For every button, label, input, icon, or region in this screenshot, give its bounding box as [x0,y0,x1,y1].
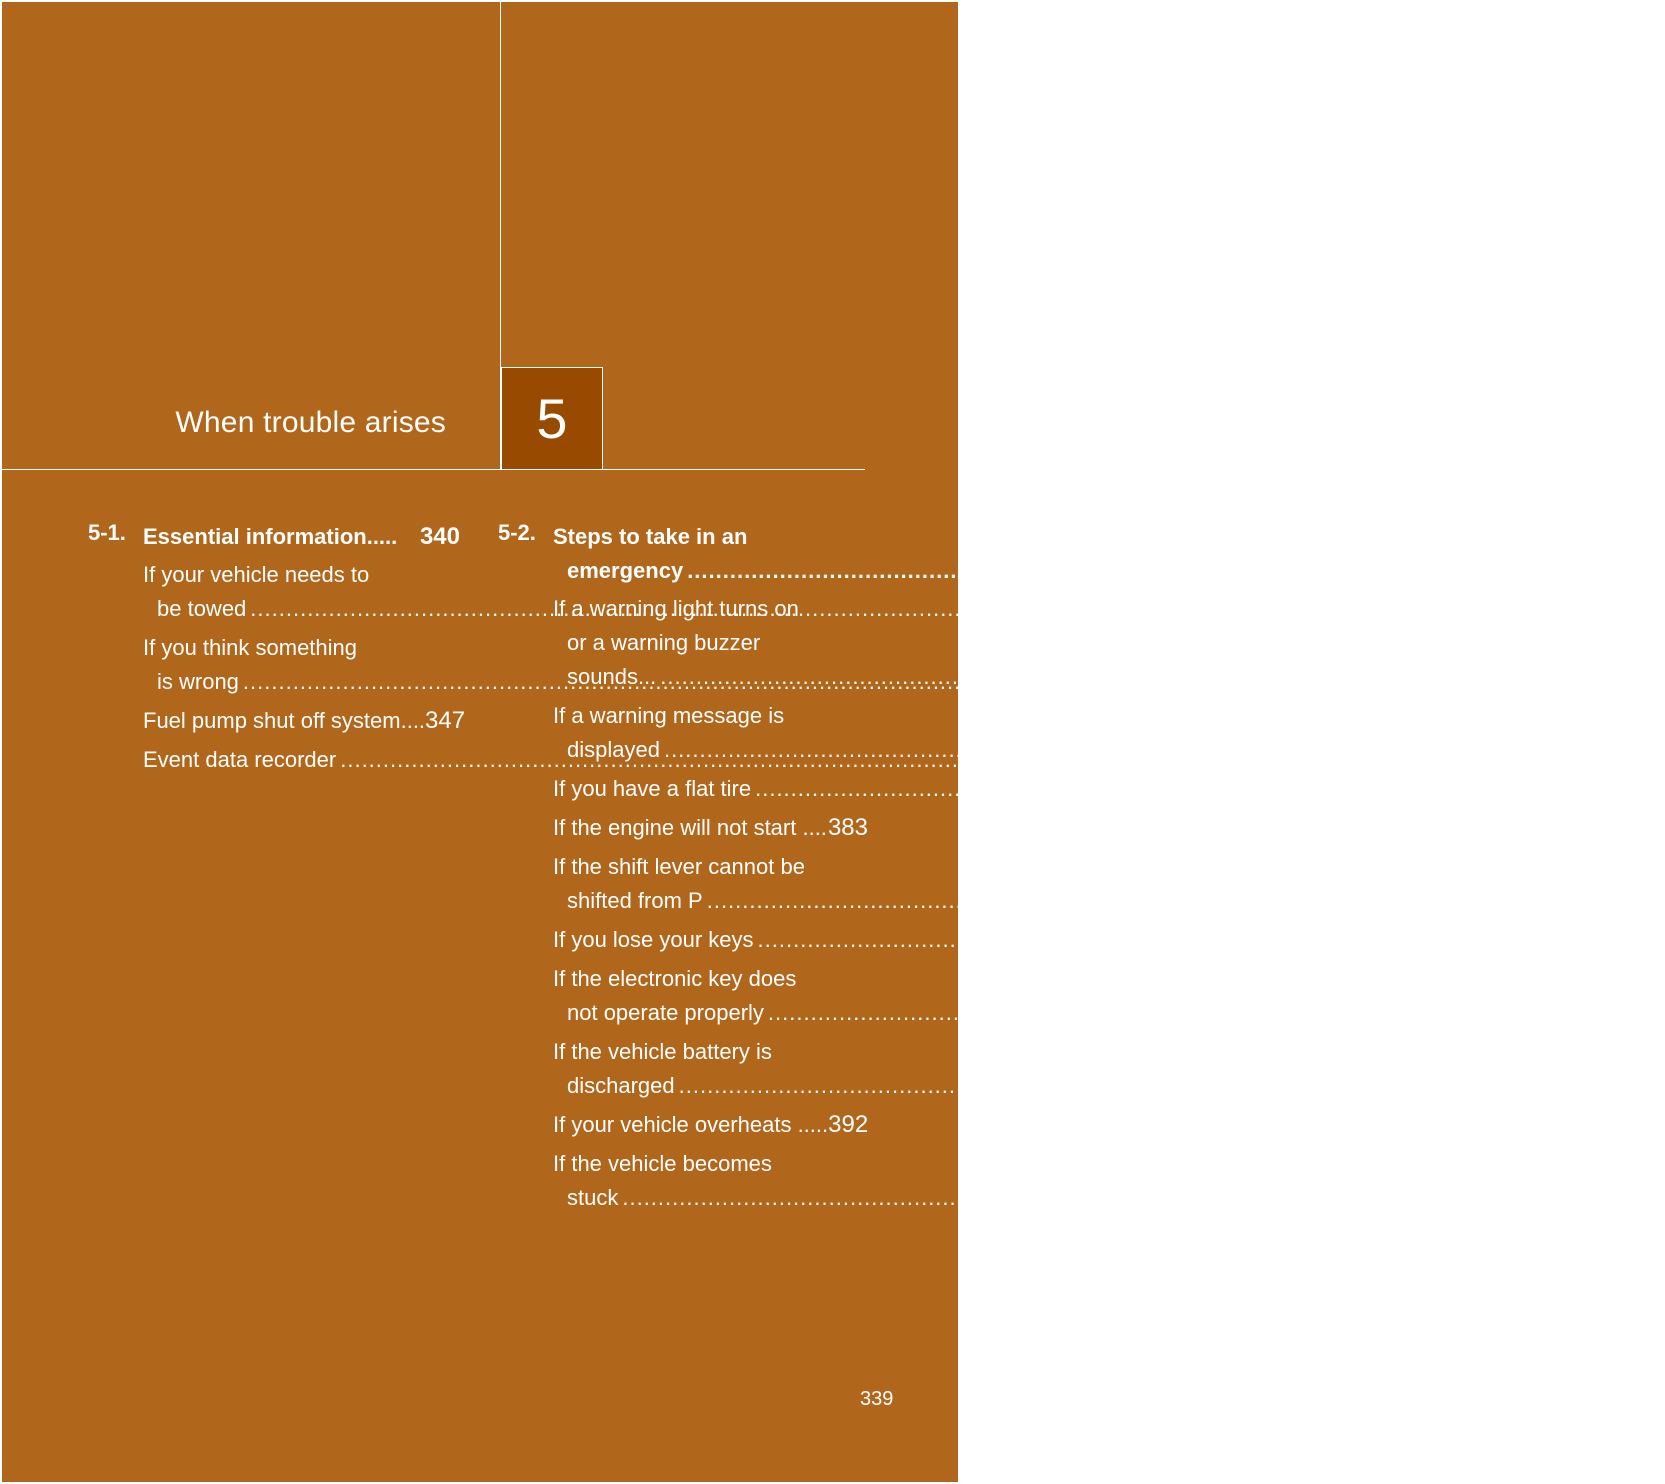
entry-title-line: displayed [567,737,660,762]
entry-title-line: If a warning light turns on [553,596,799,621]
section-number: 5-1. [88,520,126,545]
entry-page: 347 [425,707,466,734]
chapter-title: When trouble arises [175,406,446,439]
leader-dots [664,733,1517,767]
leader-dots [707,884,1560,918]
entry-page: 374 [1612,775,1653,802]
leader-dots [660,660,1513,694]
entry-title-line: If a warning message is [553,703,785,728]
entry-title-line: If your vehicle needs to [143,562,370,587]
entry-title-line: shifted from P [567,888,703,913]
entry-title-line: If the vehicle becomes [553,1151,772,1176]
section-number: 5-2. [498,520,536,545]
entry-title-line: If the shift lever cannot be [553,854,805,879]
entry-title-line: stuck [567,1185,619,1210]
entry-page: 389 [1536,1072,1577,1099]
leader-dots [768,996,1621,1030]
entry-page: 350 [1517,663,1558,690]
entry-page: 385 [1615,926,1656,953]
toc-entry-shift-lever[interactable] [553,850,1605,918]
section-heading-5-2[interactable] [498,520,1585,588]
entry-title-line: If the electronic key does [553,966,797,991]
entry-page: 346 [1100,668,1141,695]
toc-entry-engine-not-start[interactable] [553,811,868,845]
entry-title-line: Fuel pump shut off system.... [143,708,426,733]
leader-dots [755,772,1608,806]
entry-title-line: Event data recorder [143,747,337,772]
toc-entry-overheats[interactable] [553,1108,868,1142]
entry-page: 384 [1564,887,1605,914]
toc-entry-electronic-key[interactable] [553,962,1665,1030]
entry-page: 386 [1625,999,1665,1026]
entry-title-line: discharged [567,1073,675,1098]
entry-title-line: is wrong [157,669,239,694]
entry-page: 392 [828,1111,869,1138]
toc-entry-flat-tire[interactable] [553,772,1653,806]
entry-title-line: If the engine will not start .... [553,815,827,840]
entry-title-line: not operate properly [567,1000,764,1025]
entry-title-line: or a warning buzzer [567,630,761,655]
section-page: 350 [1544,557,1585,584]
page-number: 339 [860,1388,894,1410]
leader-dots [687,554,1540,588]
entry-page: 395 [1479,1184,1520,1211]
toc-entry-fuel-pump[interactable] [143,704,466,738]
entry-title-line: If you have a flat tire [553,776,752,801]
entry-title-line: sounds... [567,664,657,689]
leader-dots [758,923,1611,957]
chapter-number: 5 [536,387,568,450]
leader-dots [622,1181,1475,1215]
entry-page: 383 [827,814,868,841]
entry-page: 360 [1521,736,1562,763]
section-title: emergency [567,558,684,583]
entry-page: 340 [1107,595,1148,622]
section-heading-5-1[interactable] [88,520,460,554]
toc-entry-stuck[interactable] [553,1147,1520,1215]
section-title: Steps to take in an [553,524,748,549]
chapter-contents-page [2,2,1665,1482]
entry-title-line: If the vehicle battery is [553,1039,772,1064]
entry-title-line: If you think something [143,635,358,660]
toc-entry-lose-keys[interactable] [553,923,1656,957]
entry-title-line: If your vehicle overheats ..... [553,1112,829,1137]
entry-page: 348 [1197,746,1238,773]
chapter-number-box [501,367,603,469]
leader-dots [679,1069,1532,1103]
section-title: Essential information..... [143,524,398,549]
entry-title-line: If you lose your keys [553,927,754,952]
horizontal-divider [2,469,865,470]
toc-entry-battery-discharged[interactable] [553,1035,1577,1103]
entry-title-line: be towed [157,596,247,621]
section-page: 340 [419,523,460,550]
